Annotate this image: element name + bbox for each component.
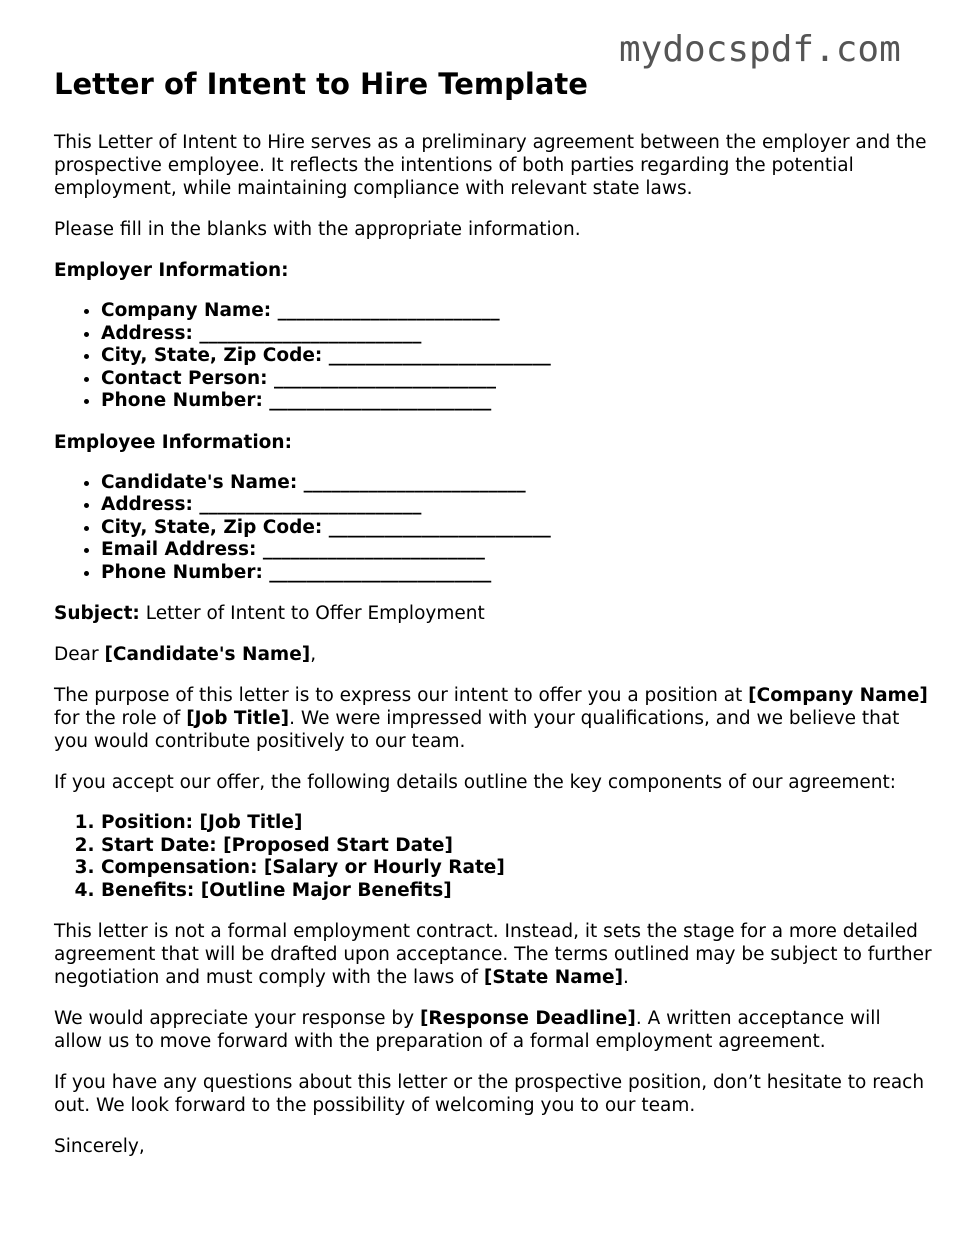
employee-info-heading: Employee Information: [54,431,292,453]
response-paragraph [54,1007,934,1053]
salutation-name: [Candidate's Name] [104,644,311,665]
offer-intro-paragraph: If you accept our offer, the following details outline the key components of our agreement: [54,772,896,793]
employer-company-name-field: • Company Name: ________________________ [101,300,934,323]
employee-phone-field: • Phone Number: ________________________ [101,562,934,585]
salutation-prefix: Dear [54,644,105,665]
purpose-text-1: The purpose of this letter is to express our intent to offer you a position at [54,685,749,706]
employer-phone-field: • Phone Number: ________________________ [101,390,934,413]
subject-label: Subject: [54,603,140,624]
purpose-text-3: . We were impressed with your qualifications, and we believe that you would contribute positively to our team. [54,708,900,752]
purpose-job-placeholder: [Job Title] [186,708,290,729]
watermark: mydocspdf.com [619,29,901,70]
employer-city-state-zip-field: • City, State, Zip Code: ________________________ [101,345,934,368]
page-title: Letter of Intent to Hire Template [54,67,588,101]
salutation-suffix: , [310,644,317,665]
questions-paragraph: If you have any questions about this letter or the prospective position, don’t hesitate to reach out. We look forward to the possibility of welcoming you to our team. [54,1072,925,1116]
term-benefits: 4. Benefits: [Outline Major Benefits] [101,880,934,903]
term-start-date: 2. Start Date: [Proposed Start Date] [101,835,934,858]
subject-line [54,602,934,625]
instructions-paragraph: Please fill in the blanks with the appropriate information. [54,219,581,240]
closing: Sincerely, [54,1136,145,1157]
employer-info-heading: Employer Information: [54,260,289,281]
intro-paragraph: This Letter of Intent to Hire serves as a preliminary agreement between the employer and the prospective employee. It reflects the intentions of both parties regarding the potential employment, while maintaining compliance with relevant state laws. [54,132,927,199]
response-deadline-placeholder: [Response Deadline] [419,1008,636,1029]
term-compensation: 3. Compensation: [Salary or Hourly Rate] [101,857,934,880]
purpose-company-placeholder: [Company Name] [748,685,928,706]
terms-list [54,812,934,902]
employee-candidate-name-field: • Candidate's Name: ________________________ [101,472,934,495]
employer-address-field: • Address: ________________________ [101,323,934,346]
disclaimer-text: This letter is not a formal employment contract. Instead, it sets the stage for a more detailed agreement that will be drafted upon acceptance. The terms outlined may be subject to further negotiation and must comply with the laws of [54,921,932,988]
disclaimer-end: . [623,967,629,988]
employee-email-field: • Email Address: ________________________ [101,539,934,562]
salutation [54,643,934,666]
term-position: 1. Position: [Job Title] [101,812,934,835]
state-name-placeholder: [State Name] [483,967,624,988]
employee-city-state-zip-field: • City, State, Zip Code: ________________________ [101,517,934,540]
response-text-1: We would appreciate your response by [54,1008,420,1029]
employer-info-list [54,300,934,413]
employer-contact-person-field: • Contact Person: ________________________ [101,368,934,391]
response-text-2: . A written acceptance will allow us to move forward with the preparation of a formal employment agreement. [54,1008,881,1052]
employee-address-field: • Address: ________________________ [101,494,934,517]
letter-document [54,64,934,1176]
disclaimer-paragraph [54,920,934,989]
purpose-paragraph [54,684,934,753]
employee-info-list [54,472,934,585]
purpose-text-2: for the role of [54,708,187,729]
subject-text: Letter of Intent to Offer Employment [139,603,485,624]
